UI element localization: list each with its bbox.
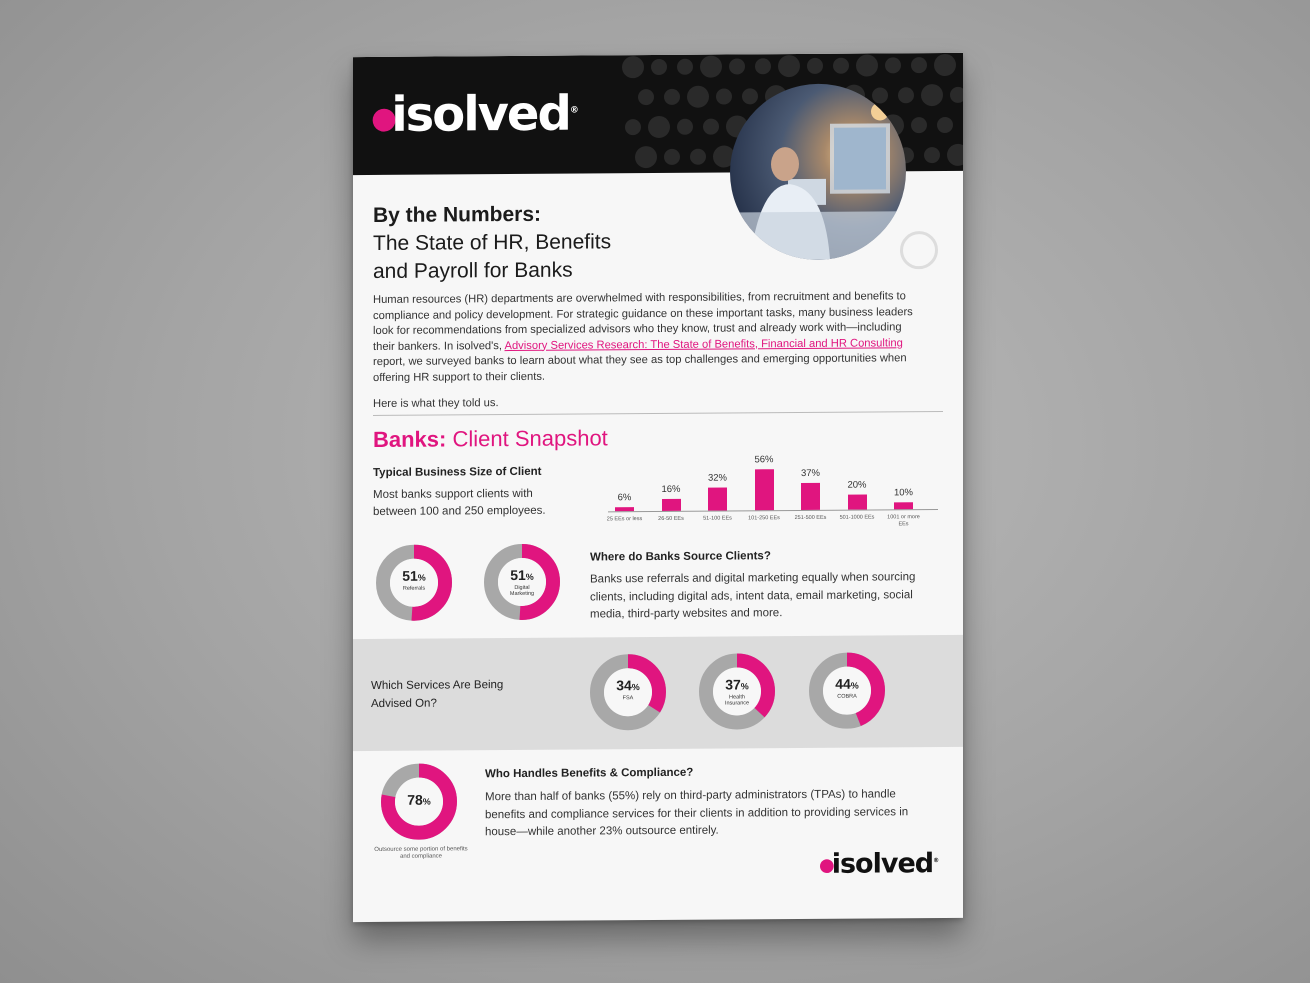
bar-6 (894, 502, 913, 509)
pattern-dot (622, 56, 644, 78)
pattern-dot (729, 58, 745, 74)
pattern-dot (651, 59, 667, 75)
bar-value-label: 10% (893, 486, 913, 499)
pattern-dot (742, 88, 758, 104)
pattern-dot (635, 146, 657, 168)
pattern-dot (833, 58, 849, 74)
page-title-line2: The State of HR, Benefits (373, 230, 612, 255)
donut-digital-marketing (483, 543, 561, 622)
bar-value-label: 32% (707, 472, 727, 484)
chart-baseline (608, 509, 938, 512)
donut-label: FSA (622, 695, 634, 702)
pattern-dot (677, 119, 693, 135)
pattern-dot (856, 54, 878, 76)
percent-sign: % (850, 680, 859, 691)
pattern-dot (950, 87, 963, 103)
donut-outsource (380, 762, 458, 841)
bar-5 (848, 495, 867, 510)
donut-label: Referrals (402, 585, 426, 592)
pattern-dot (716, 88, 732, 104)
divider (373, 411, 943, 416)
donut-cobra (808, 651, 886, 730)
pattern-dot (703, 119, 719, 135)
page-title-line3: and Payroll for Banks (373, 258, 573, 283)
pattern-dot (807, 58, 823, 74)
pattern-dot (898, 87, 914, 103)
donut-percent: 78% (407, 791, 431, 808)
percent-sign: % (525, 571, 534, 582)
donut-referrals (375, 543, 453, 622)
pattern-dot (778, 55, 800, 77)
bar-category-label: 101-250 EEs (748, 515, 780, 522)
told-us-text: Here is what they told us. (373, 397, 499, 410)
donut-percent: 51% (402, 567, 426, 584)
donut-percent: 37% (725, 676, 749, 693)
services-heading: Which Services Are Being Advised On? (371, 679, 504, 711)
donut-health-insurance (698, 652, 776, 731)
pattern-dot (687, 86, 709, 108)
pattern-dot (947, 144, 963, 166)
flyer-page (353, 53, 963, 922)
decorative-ring (900, 231, 938, 269)
pattern-dot (664, 149, 680, 165)
photo-illustration (730, 83, 906, 260)
business-size-heading: Typical Business Size of Client (373, 465, 542, 479)
pattern-dot (921, 84, 943, 106)
pattern-dot (885, 57, 901, 73)
bar-3 (755, 469, 774, 510)
bar-category-label: 251-500 EEs (794, 514, 827, 522)
bar-1 (662, 499, 681, 511)
bar-value-label: 56% (754, 454, 774, 466)
compliance-text: More than half of banks (55%) rely on third-party administrators (TPAs) to handle benefits and compliance services for their clients in addition to providing services in house—while another 23% outsource entirely. (485, 788, 909, 839)
bar-4 (801, 483, 820, 510)
sourcing-text: Banks use referrals and digital marketing equally when sourcing clients, including digital ads, intent data, email marketing, social media, third-party websites and more. (590, 571, 916, 621)
bar-category-label: 51-100 EEs (703, 515, 732, 522)
bar-value-label: 20% (847, 479, 867, 492)
bar-2 (708, 487, 727, 511)
bar-value-label: 16% (661, 484, 681, 496)
bar-category-label: 501-1000 EEs (839, 514, 875, 521)
intro-text-1: Human resources (HR) departments are overwhelmed with responsibilities, from recruitment and benefits to compliance and policy development. For strategic guidance on these important tasks, many business leaders look for recommendations from specialized advisors who they know, trust and already work with—including their bankers. In isolved's, (373, 290, 913, 353)
donut-percent: 44% (835, 675, 859, 692)
isolved-logo: ●isolved® (371, 85, 579, 143)
pattern-dot (638, 89, 654, 105)
bar-category-label: 1001 or more EEs (887, 514, 920, 527)
donut-percent: 51% (510, 566, 534, 584)
donut-label: Digital Marketing (509, 584, 535, 598)
section-title-rest: Client Snapshot (446, 425, 608, 452)
donut-label: Health Insurance (724, 694, 750, 707)
percent-sign: % (740, 681, 749, 692)
section-title (373, 425, 608, 453)
pattern-dot (690, 149, 706, 165)
donut-label: COBRA (837, 693, 857, 700)
percent-sign: % (417, 572, 426, 583)
percent-sign: % (422, 796, 431, 807)
intro-text-2: report, we surveyed banks to learn about what they see as top challenges and emerging opportunities when offering HR support to their clients. (373, 352, 907, 384)
pattern-dot (625, 119, 641, 135)
outsource-caption: Outsource some portion of benefits and compliance (374, 846, 468, 860)
pattern-dot (700, 56, 722, 78)
bar-value-label: 37% (800, 467, 820, 479)
sourcing-heading: Where do Banks Source Clients? (590, 550, 771, 564)
pattern-dot (872, 87, 888, 103)
intro-paragraph (373, 289, 913, 386)
bar-category-label: 25 EEs or less (606, 516, 643, 523)
pattern-dot (911, 117, 927, 133)
pattern-dot (934, 54, 956, 76)
pattern-dot (677, 59, 693, 75)
compliance-heading: Who Handles Benefits & Compliance? (485, 766, 694, 781)
business-size-text: Most banks support clients with between 100 and 250 employees. (373, 487, 546, 518)
report-link[interactable]: Advisory Services Research: The State of Benefits, Financial and HR Consulting (504, 336, 903, 352)
section-title-bold: Banks: (373, 426, 447, 452)
pattern-dot (755, 58, 771, 74)
pattern-dot (937, 117, 953, 133)
isolved-footer-logo: ●isolved® (819, 848, 940, 880)
bar-category-label: 26-50 EEs (658, 515, 684, 522)
pattern-dot (911, 57, 927, 73)
pattern-dot (664, 89, 680, 105)
percent-sign: % (631, 682, 640, 693)
donut-percent: 34% (616, 677, 640, 694)
donut-fsa (589, 653, 667, 732)
pattern-dot (648, 116, 670, 138)
page-title-line1: By the Numbers: (373, 202, 542, 227)
person-at-computer-photo (730, 83, 906, 260)
bar-value-label: 6% (617, 491, 632, 503)
pattern-dot (924, 147, 940, 163)
